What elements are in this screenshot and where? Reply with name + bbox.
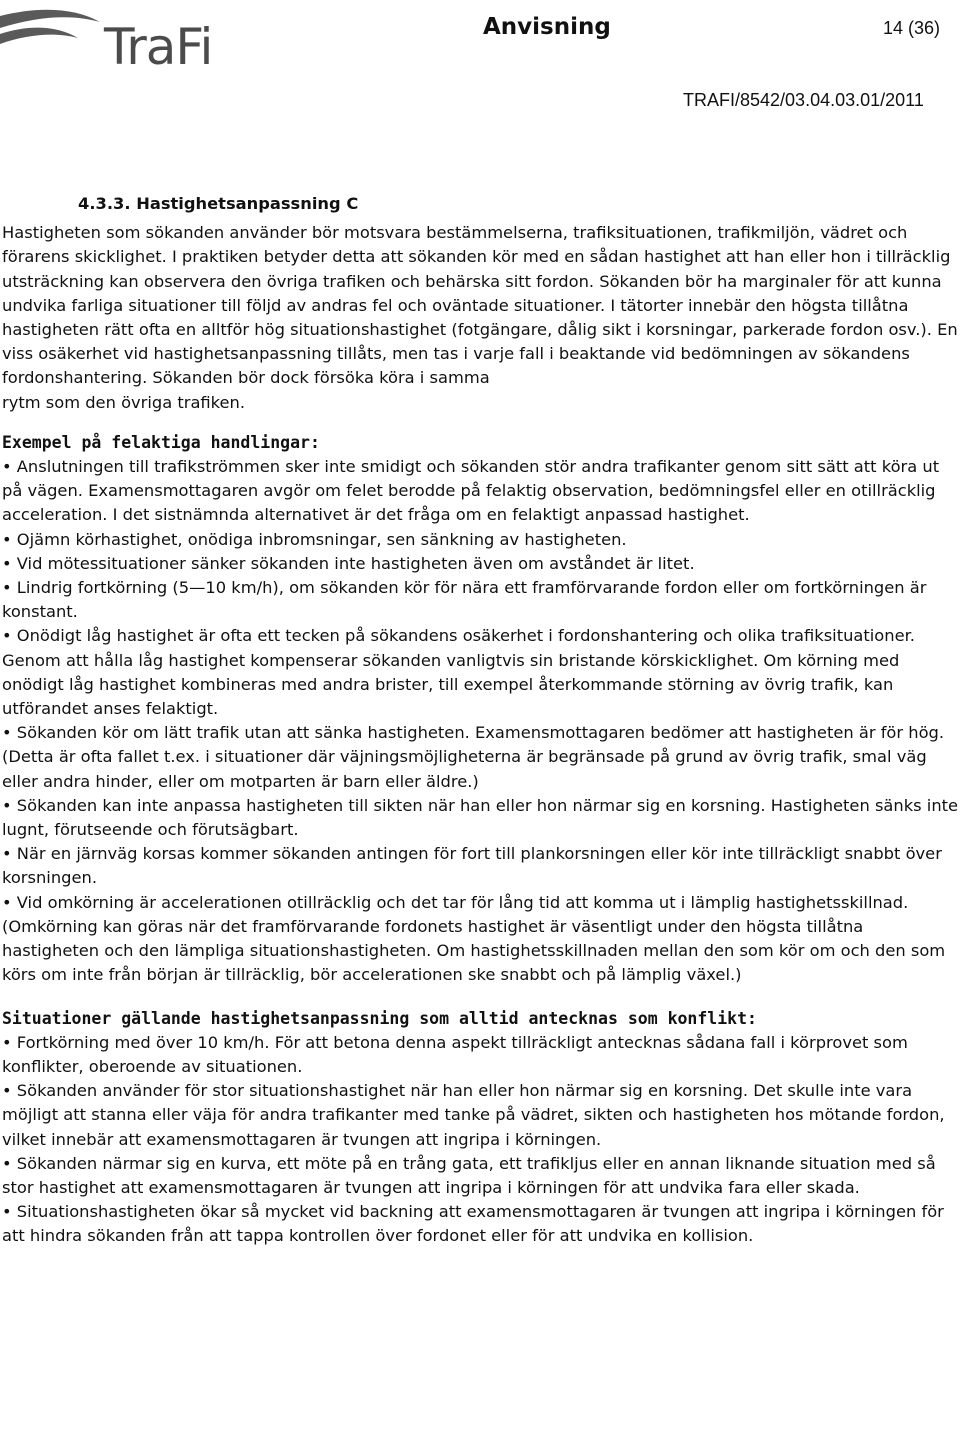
document-type: Anvisning bbox=[483, 14, 611, 40]
page-number: 14 (36) bbox=[883, 18, 941, 38]
example-item: • Lindrig fortkörning (5—10 km/h), om sökanden kör för nära ett framförvarande fordon eller om fortkörningen är konstant. bbox=[2, 578, 927, 622]
examples-heading: Exempel på felaktiga handlingar: bbox=[2, 432, 320, 452]
section-title: 4.3.3. Hastighetsanpassning C bbox=[78, 194, 359, 213]
example-item: • Onödigt låg hastighet är ofta ett tecken på sökandens osäkerhet i fordonshantering och olika trafiksituationer. Genom att hålla låg hastighet kompenserar sökanden vanligtvis sin bristande körskicklighet. Om körning med onödigt låg hastighet kombineras med andra brister, till exempel återkommande störning av övrig trafik, kan utförandet anses felaktigt. bbox=[2, 626, 915, 719]
document-reference: TRAFI/8542/03.04.03.01/2011 bbox=[683, 90, 924, 110]
trafi-logo bbox=[0, 0, 230, 80]
example-item: • När en järnväg korsas kommer sökanden antingen för fort till plankorsningen eller kör inte tillräckligt snabbt över korsningen. bbox=[2, 844, 942, 888]
example-item: • Ojämn körhastighet, onödiga inbromsningar, sen sänkning av hastigheten. bbox=[2, 529, 627, 549]
example-item: • Vid omkörning är accelerationen otillräcklig och det tar för lång tid att komma ut i lämplig hastighetsskillnad. (Omkörning kan göras när det framförvarande fordonets hastighet är väsentligt under den högsta tillåtna hastigheten och den lämpliga situationshastigheten. Om hastighetsskillnaden mellan den som kör om och den som körs om inte från början är tillräcklig, bör accelerationen ske snabbt och på lämplig växel.) bbox=[2, 892, 946, 985]
logo-text: TraFi bbox=[104, 18, 213, 76]
conflict-item: • Situationshastigheten ökar så mycket vid backning att examensmottagaren är tvungen att ingripa i körningen för att hindra sökanden från att tappa kontrollen över fordonet eller för att undvika en kollision. bbox=[2, 1202, 944, 1246]
example-item: • Sökanden kör om lätt trafik utan att sänka hastigheten. Examensmottagaren bedömer att hastigheten är för hög. (Detta är ofta fallet t.ex. i situationer där väjningsmöjligheterna är begränsade på grund av övrig trafik, smal väg eller andra hinder, eller om motparten är barn eller äldre.) bbox=[2, 723, 945, 791]
example-item: • Anslutningen till trafikströmmen sker inte smidigt och sökanden stör andra trafikanter genom sitt sätt att köra ut på vägen. Examensmottagaren avgör om felet berodde på felaktig observation, bedömningsfel eller en otillräcklig acceleration. I det sistnämnda alternativet är det fråga om en felaktigt anpassad hastighet. bbox=[2, 457, 940, 525]
conflict-item: • Fortkörning med över 10 km/h. För att betona denna aspekt tillräckligt antecknas sådana fall i körprovet som konflikter, oberoende av situationen. bbox=[2, 1032, 908, 1076]
example-item: • Sökanden kan inte anpassa hastigheten till sikten när han eller hon närmar sig en korsning. Hastigheten sänks inte lugnt, förutseende och förutsägbart. bbox=[2, 795, 959, 840]
conflict-item: • Sökanden närmar sig en kurva, ett möte på en trång gata, ett trafikljus eller en annan liknande situation med så stor hastighet att examensmottagaren är tvungen att ingripa i körningen för att undvika fara eller skada. bbox=[2, 1153, 936, 1197]
example-item: • Vid mötessituationer sänker sökanden inte hastigheten även om avståndet är litet. bbox=[2, 553, 695, 573]
section-paragraph-end: rytm som den övriga trafiken. bbox=[2, 392, 246, 412]
section-paragraph: Hastigheten som sökanden använder bör motsvara bestämmelserna, trafiksituationen, trafikmiljön, vädret och förarens skicklighet. I praktiken betyder detta att sökanden kör med en sådan hastighet att han eller hon i tillräcklig utsträckning kan observera den övriga trafiken och behärska sitt fordon. Sökanden bör ha marginaler för att kunna undvika farliga situationer till följd av andras fel och oväntade situationer. I tätorter innebär den högsta tillåtna hastigheten rätt ofta en alltför hög situationshastighet (fotgängare, dålig sikt i korsningar, parkerade fordon osv.). En viss osäkerhet vid hastighetsanpassning tillåts, men tas i varje fall i beaktande vid bedömningen av sökandens fordonshantering. Sökanden bör dock försöka köra i samma bbox=[2, 223, 958, 388]
conflicts-heading: Situationer gällande hastighetsanpassning som alltid antecknas som konflikt: bbox=[2, 1008, 757, 1028]
conflict-item: • Sökanden använder för stor situationshastighet när han eller hon närmar sig en korsning. Det skulle inte vara möjligt att stanna eller väja för andra trafikanter med tanke på vädret, sikten och hastigheten hos mötande fordon, vilket innebär att examensmottagaren är tvungen att ingripa i körningen. bbox=[2, 1081, 945, 1149]
document-body bbox=[2, 192, 960, 1249]
